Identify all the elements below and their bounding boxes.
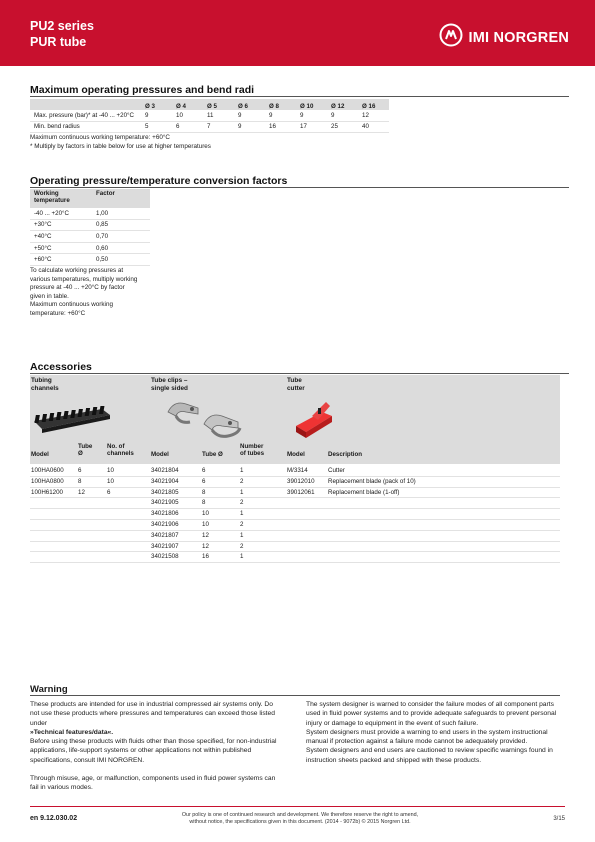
clip-model: 34021806	[151, 510, 179, 518]
cutter-model: 39012061	[287, 488, 315, 496]
clip-number-of-tubes: 2	[240, 521, 244, 528]
table-cell: 11	[203, 110, 234, 121]
channel-model: 100HA0600	[31, 467, 64, 474]
tube-clips-image	[164, 396, 250, 445]
accessories-title: Accessories	[30, 361, 92, 373]
note-line: Maximum continuous working	[30, 301, 113, 308]
table-cell: 7	[203, 121, 234, 133]
clip-tube-diameter: 10	[202, 510, 209, 518]
table-cell: 0,85	[92, 219, 150, 231]
table-cell: 9	[327, 110, 358, 121]
note-line: given in table.	[30, 292, 69, 300]
table-cell: 9	[265, 110, 296, 121]
row-divider	[30, 541, 560, 542]
header-model: Model	[31, 451, 49, 458]
clip-number-of-tubes: 1	[240, 510, 244, 518]
clip-number-of-tubes: 1	[240, 467, 244, 474]
warning-paragraph: System designers must provide a warning to end users in the system instructional manual if protection against a failure mode cannot be adequately provided.	[306, 728, 548, 746]
cutter-description: Replacement blade (1-off)	[328, 488, 400, 496]
warning-paragraph: System designers and end users are cautioned to review specific warnings found in instruction sheets packed and shipped with these products.	[306, 747, 553, 764]
policy-line: without notice, the specifications given in this document. (2014 - 9072b) © 2015 Norgren Ltd.	[189, 819, 411, 826]
brand-name: IMI NORGREN	[468, 29, 569, 46]
clip-tube-diameter: 8	[202, 488, 206, 496]
header-number-of-channels	[107, 443, 134, 458]
table-row	[30, 242, 150, 254]
table-cell: 5	[141, 121, 172, 133]
clip-tube-diameter: 16	[202, 553, 209, 561]
cutter-description: Cutter	[328, 467, 345, 474]
page-header	[0, 0, 595, 66]
row-divider	[30, 497, 560, 498]
row-divider	[30, 508, 560, 509]
clip-tube-diameter: 10	[202, 521, 209, 528]
pressure-col-header: Ø 10	[296, 99, 327, 110]
category-label: Tube clips –	[151, 377, 188, 384]
clip-number-of-tubes: 1	[240, 553, 244, 561]
clip-number-of-tubes: 1	[240, 488, 244, 496]
header-clip-tube-diameter: Tube Ø	[202, 451, 223, 458]
category-label: cutter	[287, 384, 305, 392]
note-line: temperature: +60°C	[30, 309, 86, 317]
table-cell: 0,70	[92, 231, 150, 243]
row-divider	[30, 487, 560, 488]
channel-tube-diameter: 8	[78, 477, 82, 485]
section-divider	[30, 187, 569, 188]
clip-tube-diameter: 6	[202, 467, 206, 474]
tube-cutter-image	[292, 398, 336, 445]
table-row	[30, 121, 389, 133]
cutter-model: M/3314	[287, 467, 308, 474]
channel-tube-diameter: 12	[78, 488, 85, 496]
norgren-emblem-icon	[439, 23, 463, 52]
category-tube-clips	[151, 377, 188, 392]
clip-model: 34021904	[151, 477, 179, 485]
category-tube-cutter	[287, 377, 305, 392]
note-line: To calculate working pressures at	[30, 267, 124, 274]
table-cell: 25	[327, 121, 358, 133]
document-code: en 9.12.030.02	[30, 815, 78, 822]
note-line: Maximum continuous working temperature: +60°C	[30, 134, 170, 141]
clip-tube-diameter: 6	[202, 477, 206, 485]
warning-paragraph: These products are intended for use in industrial compressed air systems only. Do not use these products where pressures and temperatures can exceed those listed under	[30, 701, 275, 727]
table-cell: 10	[172, 110, 203, 121]
clip-tube-diameter: 12	[202, 542, 209, 550]
category-tubing-channels	[31, 377, 59, 392]
clip-number-of-tubes: 1	[240, 531, 244, 539]
pressure-notes	[30, 134, 211, 151]
header-text: No. of	[107, 443, 125, 450]
table-row	[30, 110, 389, 121]
channel-tube-diameter: 6	[78, 467, 82, 474]
table-cell: 0,60	[92, 242, 150, 254]
table-cell: 9	[141, 110, 172, 121]
channel-count: 6	[107, 488, 111, 496]
product-title: PUR tube	[30, 35, 87, 49]
pressure-col-header: Ø 5	[203, 99, 234, 110]
table-cell: +40°C	[30, 231, 92, 243]
clip-tube-diameter: 12	[202, 531, 209, 539]
header-number-of-tubes	[240, 443, 264, 458]
pressure-col-header: Ø 8	[265, 99, 296, 110]
table-cell: 9	[234, 110, 265, 121]
pressure-header-blank	[30, 99, 141, 110]
table-cell: 1,00	[92, 208, 150, 219]
clip-model: 34021905	[151, 499, 179, 507]
channel-model: 100HA0800	[31, 477, 64, 485]
warning-paragraph: Through misuse, age, or malfunction, components used in fluid power systems can fail in various modes.	[30, 775, 276, 792]
header-text: Ø	[78, 450, 83, 458]
table-cell: +50°C	[30, 242, 92, 254]
row-divider	[30, 551, 560, 552]
warning-paragraph: Before using these products with fluids other than those specified, for non-industrial applications, life-support systems or other applications not within published specifications, consult IMI NORGREN.	[30, 738, 277, 764]
note-line: various temperatures, multiply working	[30, 275, 138, 283]
conversion-col-header: Working temperature	[30, 189, 92, 208]
table-cell: 17	[296, 121, 327, 133]
footer-policy	[130, 812, 470, 826]
table-cell: -40 ... +20°C	[30, 208, 92, 219]
clip-model: 34021804	[151, 467, 179, 474]
pressure-col-header: Ø 4	[172, 99, 203, 110]
warning-paragraph: The system designer is warned to consider the failure modes of all component parts used in fluid power systems and to provide adequate safeguards to prevent personal injury or damage to equipment in the event of such failure.	[306, 701, 557, 727]
clip-number-of-tubes: 2	[240, 542, 244, 550]
category-label: channels	[31, 384, 59, 392]
table-cell: +60°C	[30, 254, 92, 266]
row-label: Min. bend radius	[30, 121, 141, 133]
category-label: single sided	[151, 384, 188, 392]
pressure-col-header: Ø 6	[234, 99, 265, 110]
clip-number-of-tubes: 2	[240, 477, 244, 485]
header-text: channels	[107, 450, 134, 458]
table-cell: 0,50	[92, 254, 150, 266]
clip-tube-diameter: 8	[202, 499, 206, 507]
brand-logo	[439, 23, 569, 52]
note-line: pressure at -40 ... +20°C by factor	[30, 284, 125, 291]
category-label: Tube	[287, 377, 302, 384]
row-divider	[30, 530, 560, 531]
conversion-table	[30, 189, 150, 266]
row-divider	[30, 476, 560, 477]
header-text: of tubes	[240, 450, 265, 458]
channel-count: 10	[107, 477, 114, 485]
table-cell: 40	[358, 121, 389, 133]
table-row	[30, 231, 150, 243]
cutter-model: 39012010	[287, 477, 315, 485]
pressure-col-header: Ø 16	[358, 99, 389, 110]
warning-paragraph-bold: »Technical features/data«.	[30, 728, 114, 736]
channel-count: 10	[107, 467, 114, 474]
table-cell: 6	[172, 121, 203, 133]
table-cell: 9	[296, 110, 327, 121]
clip-model: 34021906	[151, 521, 179, 528]
conversion-notes	[30, 267, 137, 318]
clip-model: 34021805	[151, 488, 179, 496]
table-cell: 12	[358, 110, 389, 121]
table-row	[30, 219, 150, 231]
section-divider	[30, 373, 569, 374]
tubing-channel-image	[32, 403, 112, 438]
pressure-section-title: Maximum operating pressures and bend radi	[30, 84, 255, 96]
table-cell: 9	[234, 121, 265, 133]
clip-number-of-tubes: 2	[240, 499, 244, 507]
warning-left-column	[30, 700, 280, 793]
header-tube-diameter	[78, 443, 92, 458]
header-text: Number	[240, 443, 264, 450]
table-cell: 16	[265, 121, 296, 133]
row-label: Max. pressure (bar)* at -40 ... +20°C	[30, 110, 141, 121]
clip-model: 34021907	[151, 542, 179, 550]
policy-line: Our policy is one of continued research and development. We therefore reserve the right to amend,	[181, 812, 419, 818]
row-divider	[30, 562, 560, 563]
header-text: Tube	[78, 443, 93, 450]
section-divider	[30, 96, 569, 97]
channel-model: 100H61200	[31, 488, 63, 496]
warning-right-column	[306, 700, 560, 765]
clip-model: 34021807	[151, 531, 179, 539]
row-divider	[30, 519, 560, 520]
note-line: * Multiply by factors in table below for use at higher temperatures	[30, 142, 211, 150]
header-description: Description	[328, 451, 363, 458]
warning-title: Warning	[30, 684, 68, 695]
header-cutter-model: Model	[287, 451, 305, 458]
pressure-col-header: Ø 12	[327, 99, 358, 110]
section-divider	[30, 695, 560, 696]
footer-divider	[30, 806, 565, 807]
conversion-col-header: Factor	[92, 189, 150, 208]
page-number: 3/15	[553, 816, 565, 822]
table-row	[30, 254, 150, 266]
conversion-section-title: Operating pressure/temperature conversion factors	[30, 175, 288, 187]
category-label: Tubing	[31, 377, 52, 384]
clip-model: 34021508	[151, 553, 179, 561]
table-row	[30, 208, 150, 219]
header-clip-model: Model	[151, 451, 169, 458]
cutter-description: Replacement blade (pack of 10)	[328, 477, 416, 485]
pressure-table	[30, 99, 389, 133]
series-title: PU2 series	[30, 19, 94, 33]
pressure-col-header: Ø 3	[141, 99, 172, 110]
table-cell: +30°C	[30, 219, 92, 231]
